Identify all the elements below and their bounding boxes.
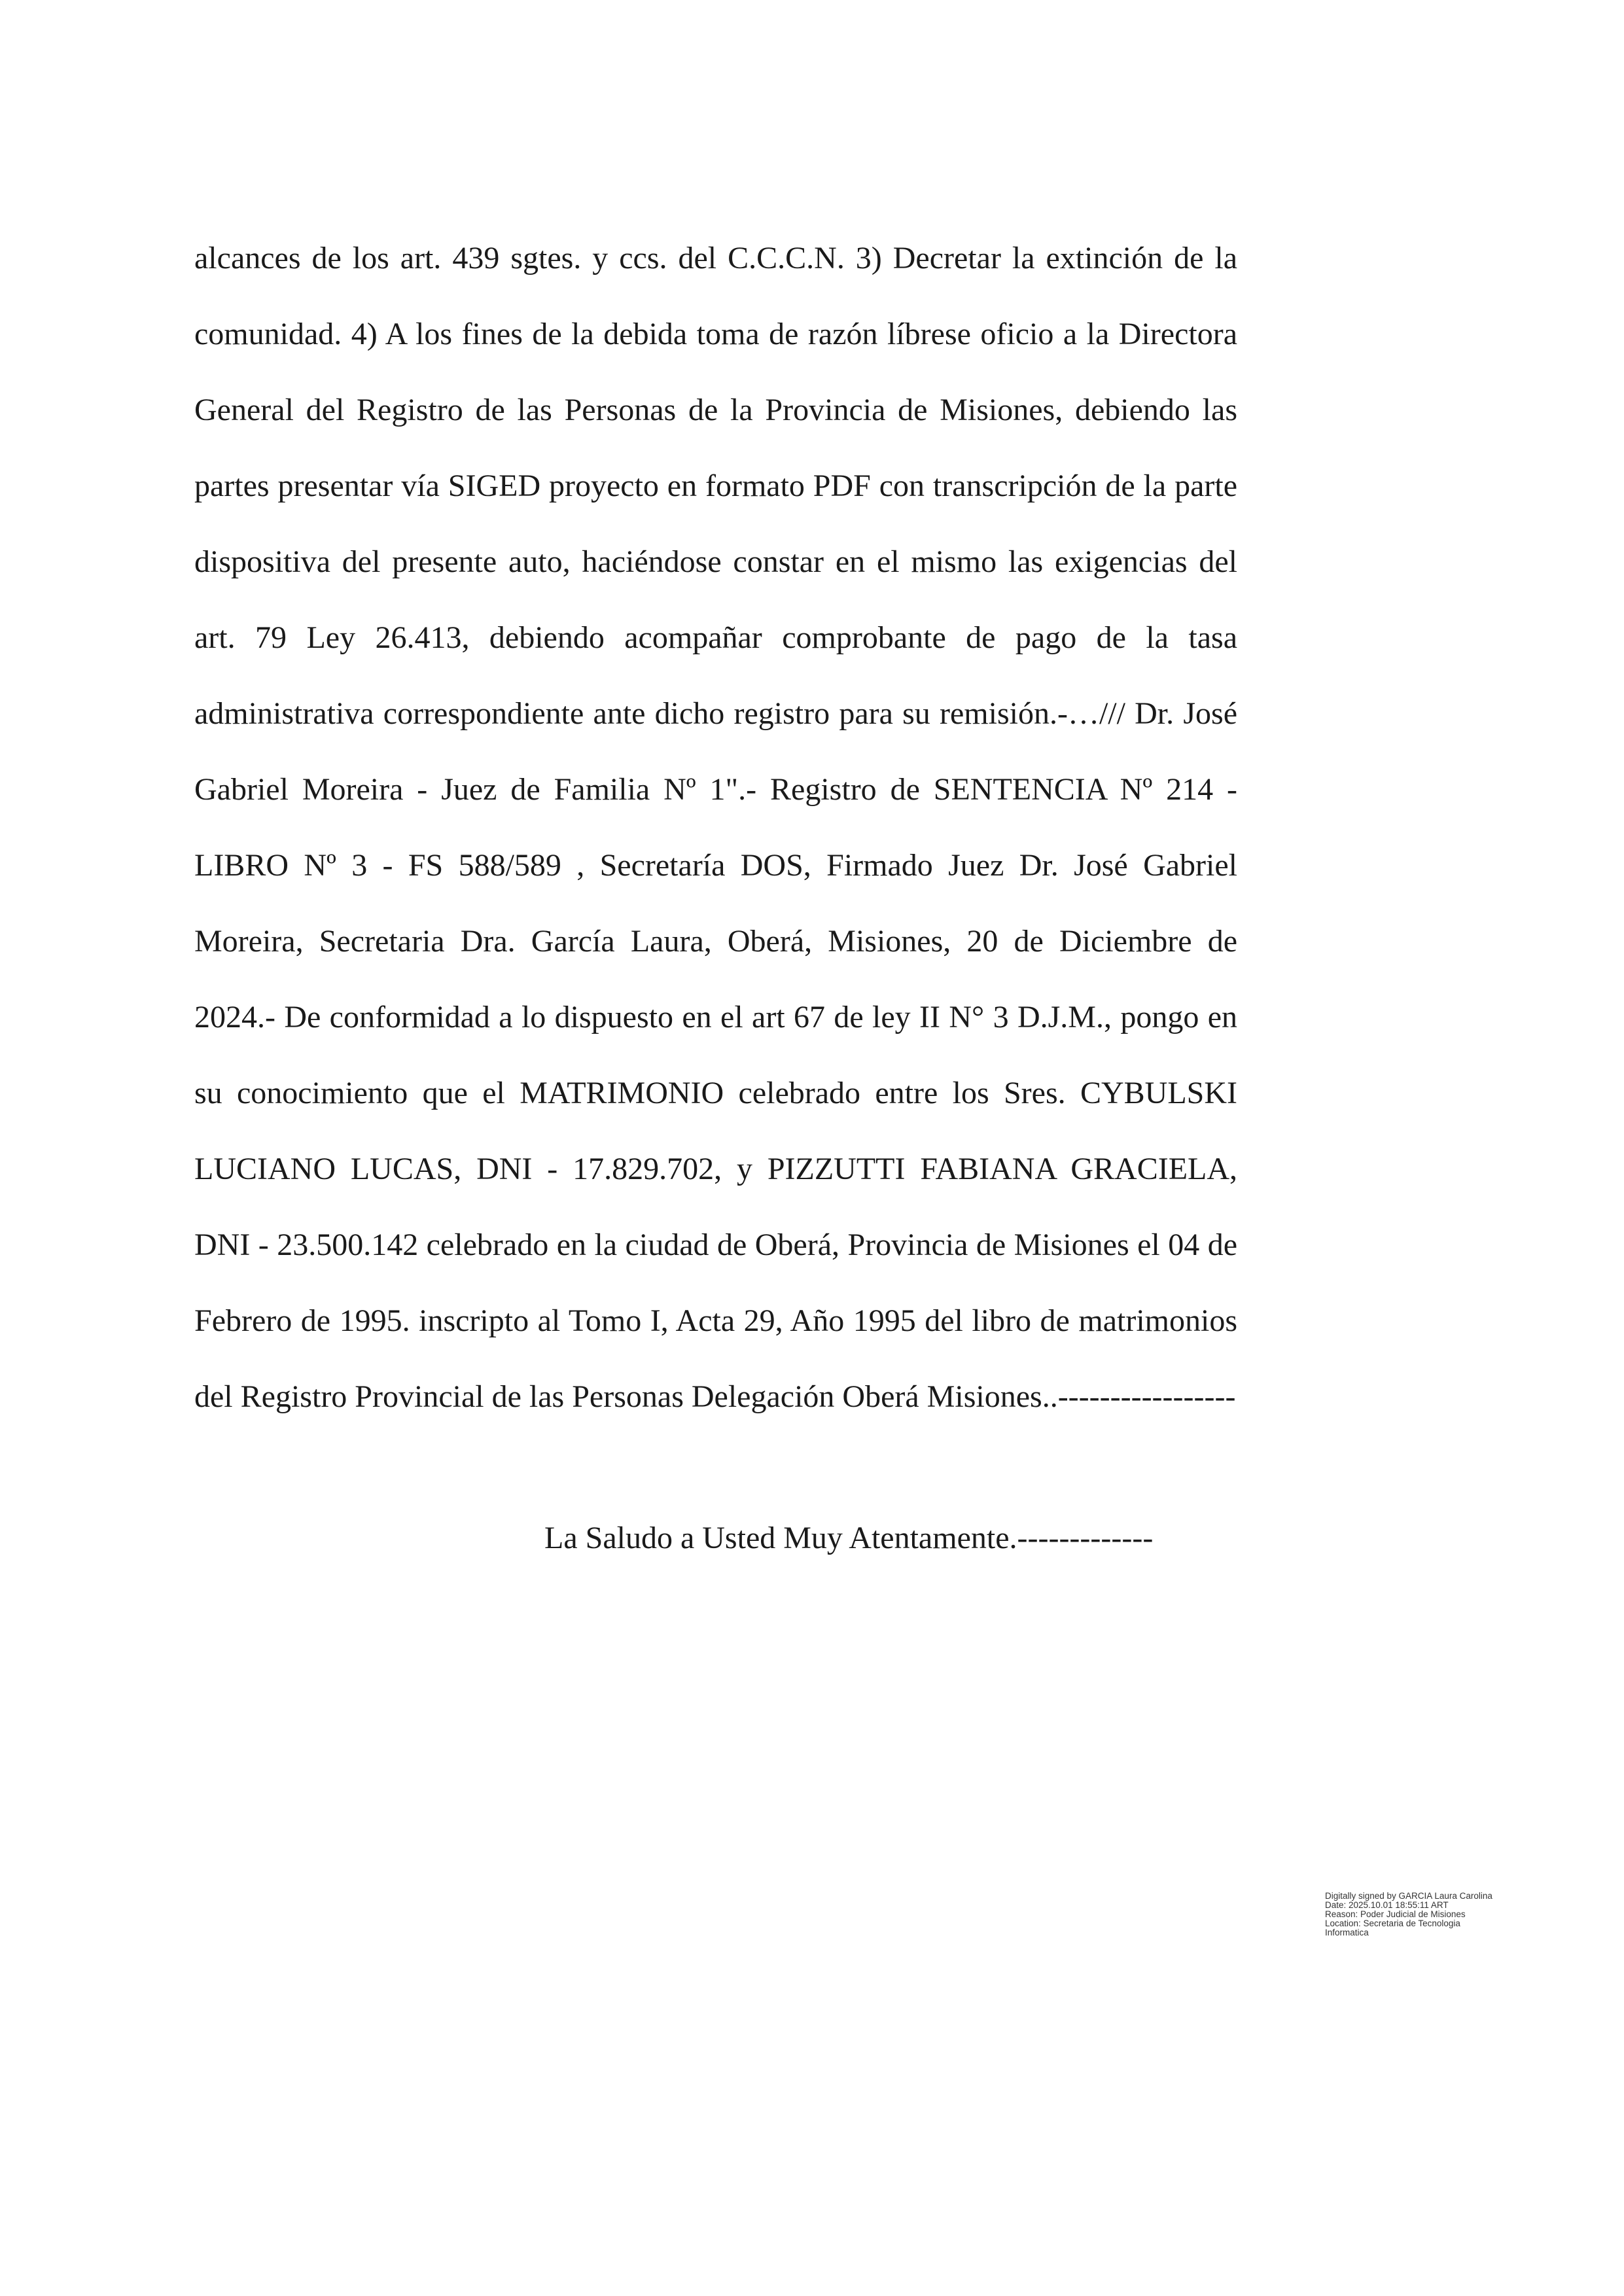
signature-date: Date: 2025.10.01 18:55:11 ART xyxy=(1325,1900,1449,1910)
closing-salutation: La Saludo a Usted Muy Atentamente.------------- xyxy=(544,1521,1154,1555)
signature-reason: Reason: Poder Judicial de Misiones xyxy=(1325,1909,1466,1919)
signature-location-cont: Informatica xyxy=(1325,1928,1369,1937)
signature-signed-by: Digitally signed by GARCIA Laura Carolina xyxy=(1325,1891,1492,1901)
digital-signature-block xyxy=(1325,1892,1587,1937)
body-paragraph: alcances de los art. 439 sgtes. y ccs. del C.C.C.N. 3) Decretar la extinción de la comunidad. 4) A los fines de la debida toma de razón líbrese oficio a la Directora General del Registro de las Personas de la Provincia de Misiones, debiendo las partes presentar vía SIGED proyecto en formato PDF con transcripción de la parte dispositiva del presente auto, haciéndose constar en el mismo las exigencias del art. 79 Ley 26.413, debiendo acompañar comprobante de pago de la tasa administrativa correspondiente ante dicho registro para su remisión.-…/// Dr. José Gabriel Moreira - Juez de Familia Nº 1".- Registro de SENTENCIA Nº 214 - LIBRO Nº 3 - FS 588/589 , Secretaría DOS, Firmado Juez Dr. José Gabriel Moreira, Secretaria Dra. García Laura, Oberá, Misiones, 20 de Diciembre de 2024.- De conformidad a lo dispuesto en el art 67 de ley II N° 3 D.J.M., pongo en su conocimiento que el MATRIMONIO celebrado entre los Sres. CYBULSKI LUCIANO LUCAS, DNI - 17.829.702, y PIZZUTTI FABIANA GRACIELA, DNI - 23.500.142 celebrado en la ciudad de Oberá, Provincia de Misiones el 04 de Febrero de 1995. inscripto al Tomo I, Acta 29, Año 1995 del libro de matrimonios del Registro Provincial de las Personas Delegación Oberá Misiones..----------------- xyxy=(194,241,1237,1414)
signature-location: Location: Secretaria de Tecnologia xyxy=(1325,1918,1460,1928)
